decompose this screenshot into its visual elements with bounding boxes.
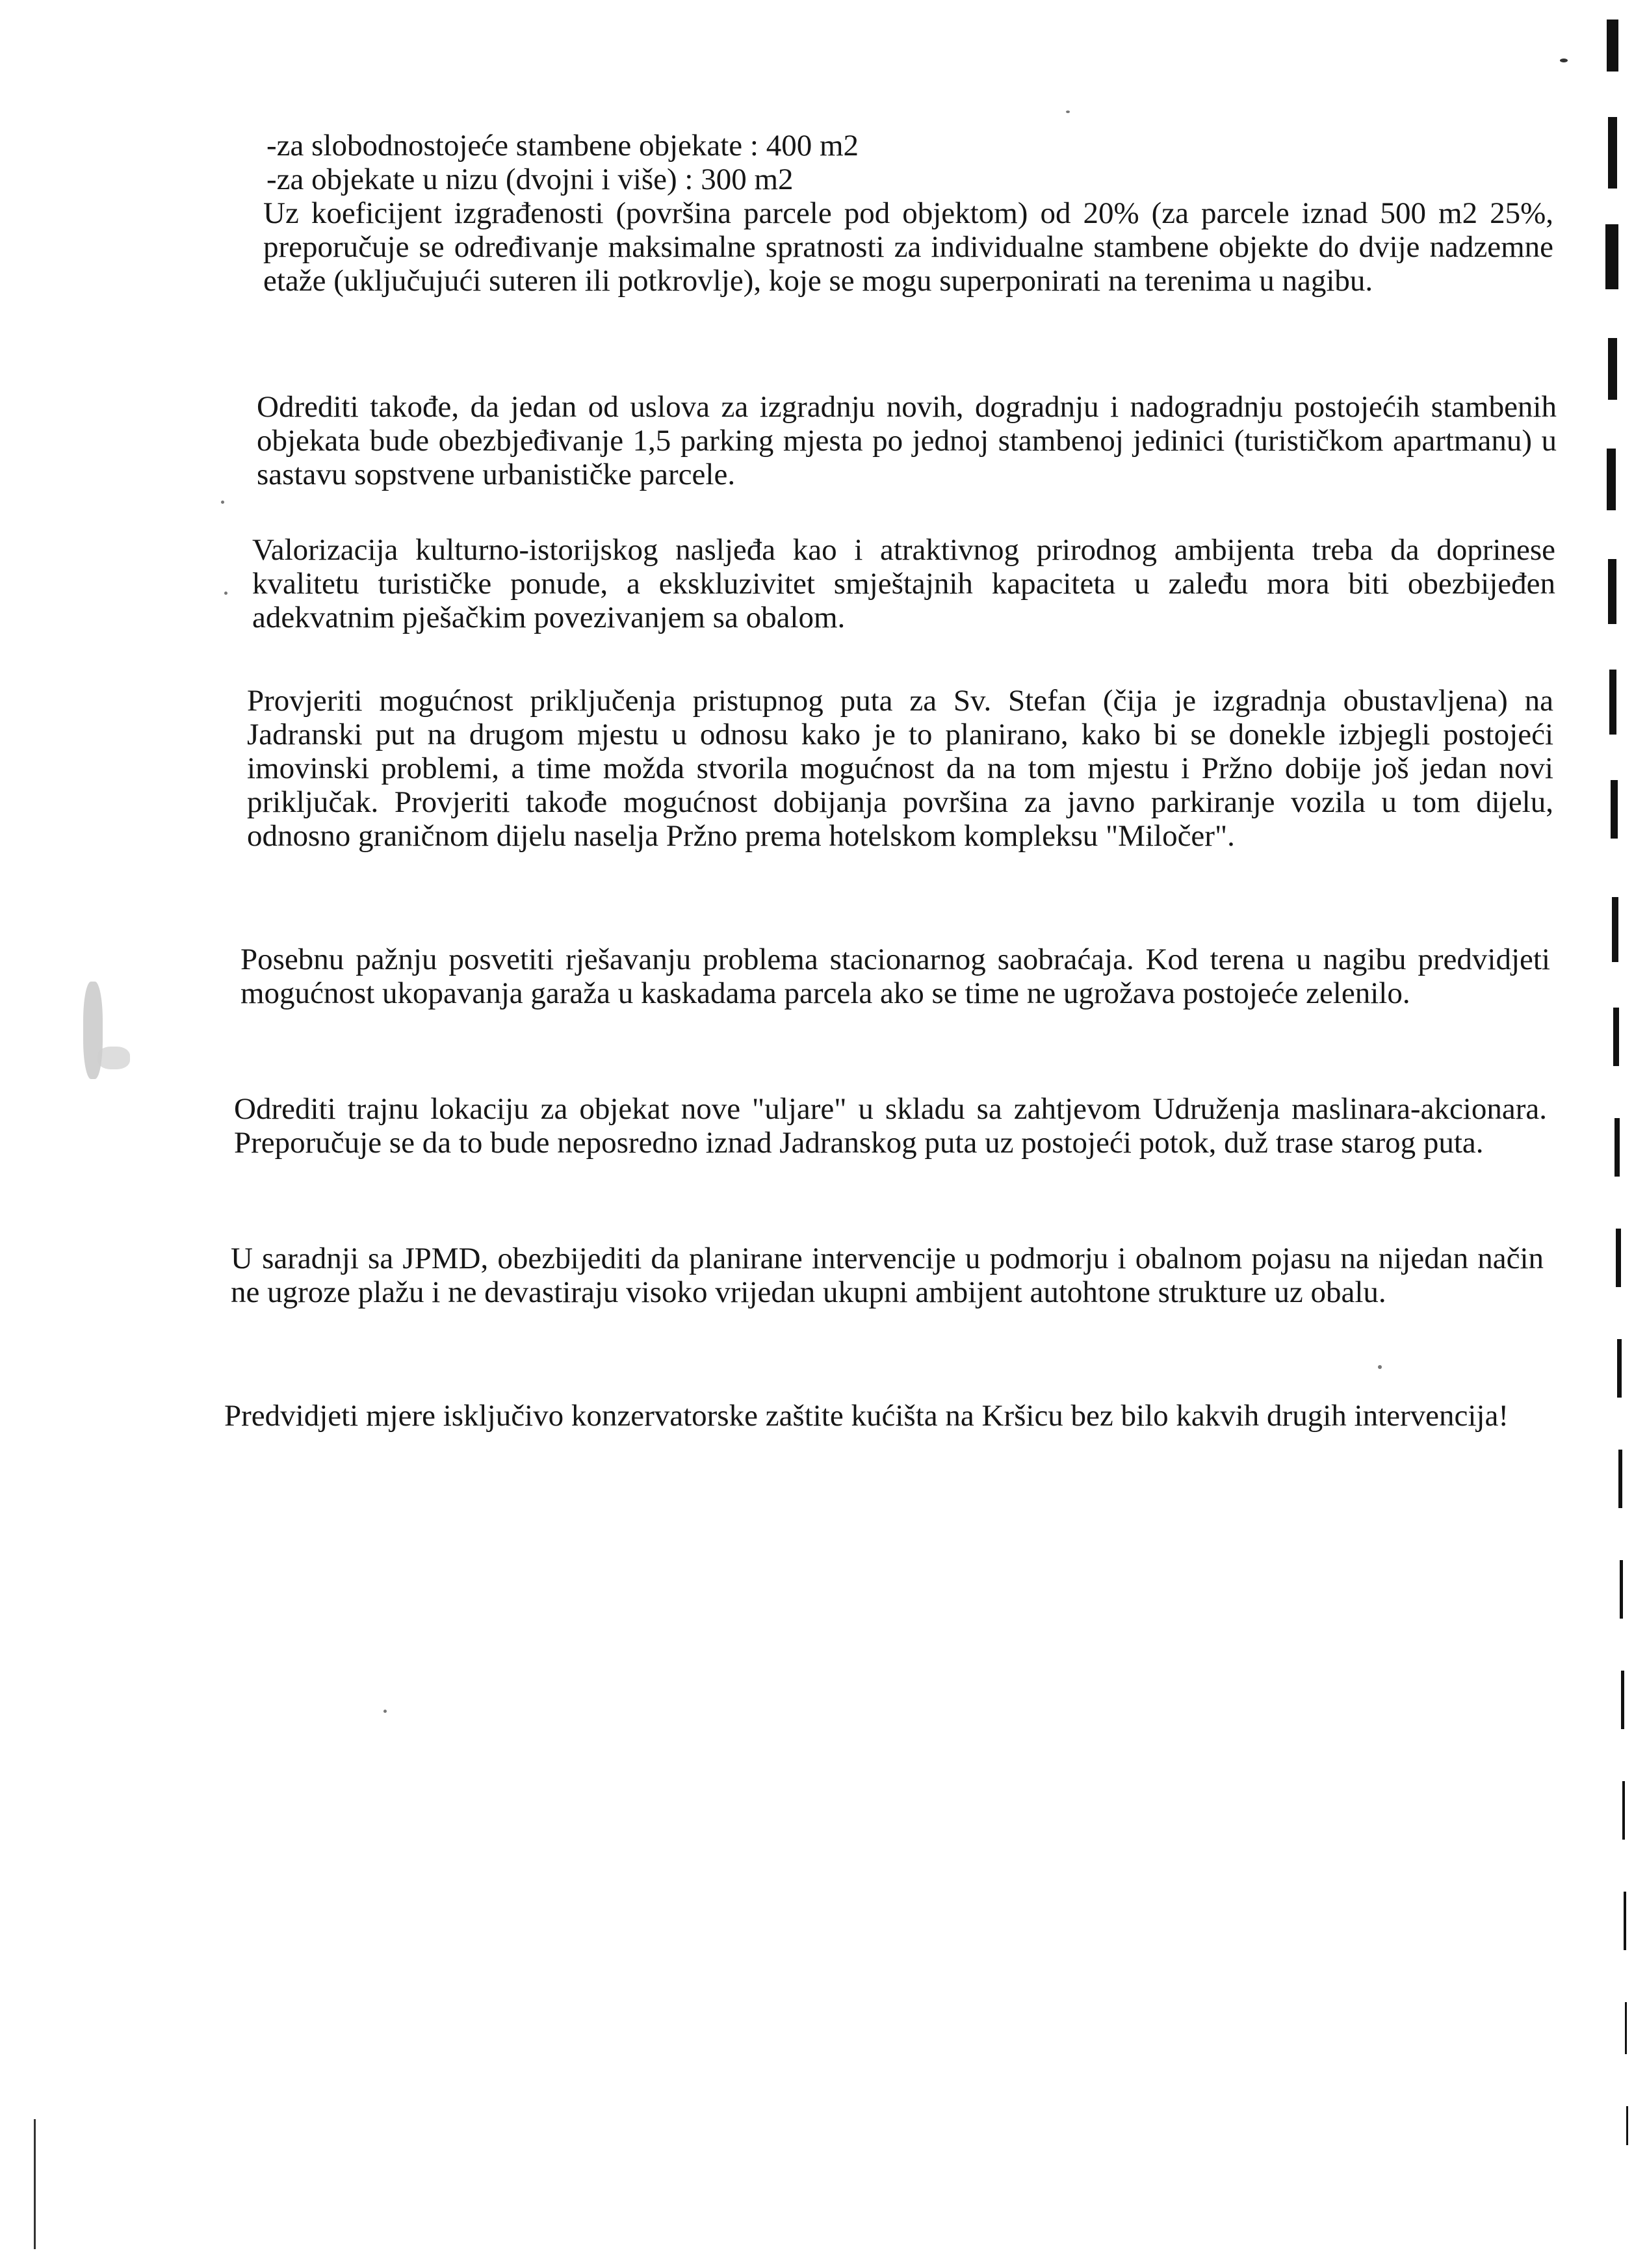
paragraph-stationary-traffic (240, 943, 1550, 1010)
scan-edge-mark (1605, 224, 1618, 289)
scan-edge-mark (1624, 1892, 1626, 1950)
paragraph-building-coefficient (263, 196, 1553, 298)
paragraph-oil-mill (234, 1092, 1547, 1160)
scan-speck (1378, 1365, 1382, 1369)
scan-edge-mark (1626, 2106, 1628, 2145)
paragraph-text: Posebnu pažnju posvetiti rješavanju problema stacionarnog saobraćaja. Kod terena u nagibu predvidjeti mogućnost ukopavanja garaža u kaskadama parcela ako se time ne ugrožava postojeće zelenilo. (240, 943, 1550, 1010)
paragraph-text: Odrediti takođe, da jedan od uslova za izgradnju novih, dogradnju i nadogradnju postojećih stambenih objekata bude obezbjeđivanje 1,5 parking mjesta po jednoj stambenoj jedinici (turističkom apartmanu) u sastavu sopstvene urbanističke parcele. (257, 390, 1557, 491)
scan-edge-mark (1622, 1781, 1625, 1840)
scan-edge-mark (1607, 449, 1616, 510)
scan-edge-mark (1620, 1560, 1623, 1619)
scan-edge-mark (1618, 1450, 1622, 1508)
line-row-houses: -za objekate u nizu (dvojni i više) : 300 m2 (266, 163, 794, 196)
scan-speck (1066, 111, 1070, 113)
scan-speck (383, 1710, 387, 1713)
paragraph-text: Provjeriti mogućnost priključenja pristupnog puta za Sv. Stefan (čija je izgradnja obustavljena) na Jadranski put na drugom mjestu u odnosu kako je to planirano, kako bi se donekle izbjegli postojeći imovinski problemi, a time možda stvorila mogućnost da na tom mjestu i Pržno dobije još jedan novi priključak. Provjeriti takođe mogućnost dobijanja površina za javno parkiranje vozila u tom dijelu, odnosno graničnom dijelu naselja Pržno prema hotelskom kompleksu "Miločer". (247, 684, 1553, 853)
scan-edge-mark (1616, 1229, 1621, 1287)
scan-edge-mark (1609, 670, 1616, 735)
paragraph-cultural-heritage (252, 533, 1555, 634)
scan-edge-mark (1607, 20, 1618, 72)
scan-edge-mark (1621, 1671, 1624, 1729)
scan-speck (221, 501, 224, 504)
scan-edge-mark (1612, 897, 1618, 962)
scan-edge-mark (1608, 117, 1617, 189)
scan-edge-mark (1608, 559, 1616, 624)
paragraph-coastal-protection (231, 1242, 1544, 1309)
paragraph-access-road (247, 684, 1553, 853)
paragraph-text: Predvidjeti mjere isključivo konzervatorske zaštite kućišta na Kršicu bez bilo kakvih drugih intervencija! (224, 1399, 1509, 1433)
paragraph-text: Valorizacija kulturno-istorijskog nasljeđa kao i atraktivnog prirodnog ambijenta treba da doprinese kvalitetu turističke ponude, a ekskluzivitet smještajnih kapaciteta u zaleđu mora biti obezbijeđen adekvatnim pješačkim povezivanjem sa obalom. (252, 533, 1555, 634)
scan-smudge (97, 1047, 130, 1069)
paragraph-text: Uz koeficijent izgrađenosti (površina parcele pod objektom) od 20% (za parcele iznad 500 m2 25%, preporučuje se određivanje maksimalne spratnosti za individualne stambene objekte do dvije nadzemne etaže (uključujući suteren ili potkrovlje), koje se mogu superponirati na terenima u nagibu. (263, 196, 1553, 298)
scan-speck (1560, 59, 1568, 62)
scan-edge-mark (1625, 2002, 1627, 2054)
scan-edge-mark (1611, 780, 1618, 839)
paragraph-text: U saradnji sa JPMD, obezbijediti da planirane intervencije u podmorju i obalnom pojasu na nijedan način ne ugroze plažu i ne devastiraju visoko vrijedan ukupni ambijent autohtone strukture uz obalu. (231, 1242, 1544, 1309)
scan-edge-mark (1608, 338, 1617, 400)
scan-speck (224, 592, 227, 595)
area-requirements (266, 129, 1501, 196)
paragraph-parking-condition (257, 390, 1557, 491)
line-detached-houses: -za slobodnostojeće stambene objekate : 400 m2 (266, 129, 859, 163)
scan-edge-mark (1615, 1118, 1620, 1177)
paragraph-conservation (224, 1399, 1540, 1433)
scan-edge-mark (34, 2119, 36, 2249)
paragraph-text: Odrediti trajnu lokaciju za objekat nove "uljare" u skladu sa zahtjevom Udruženja maslinara-akcionara. Preporučuje se da to bude neposredno iznad Jadranskog puta uz postojeći potok, duž trase starog puta. (234, 1092, 1547, 1160)
scan-edge-mark (1617, 1339, 1622, 1398)
scan-edge-mark (1613, 1008, 1619, 1066)
